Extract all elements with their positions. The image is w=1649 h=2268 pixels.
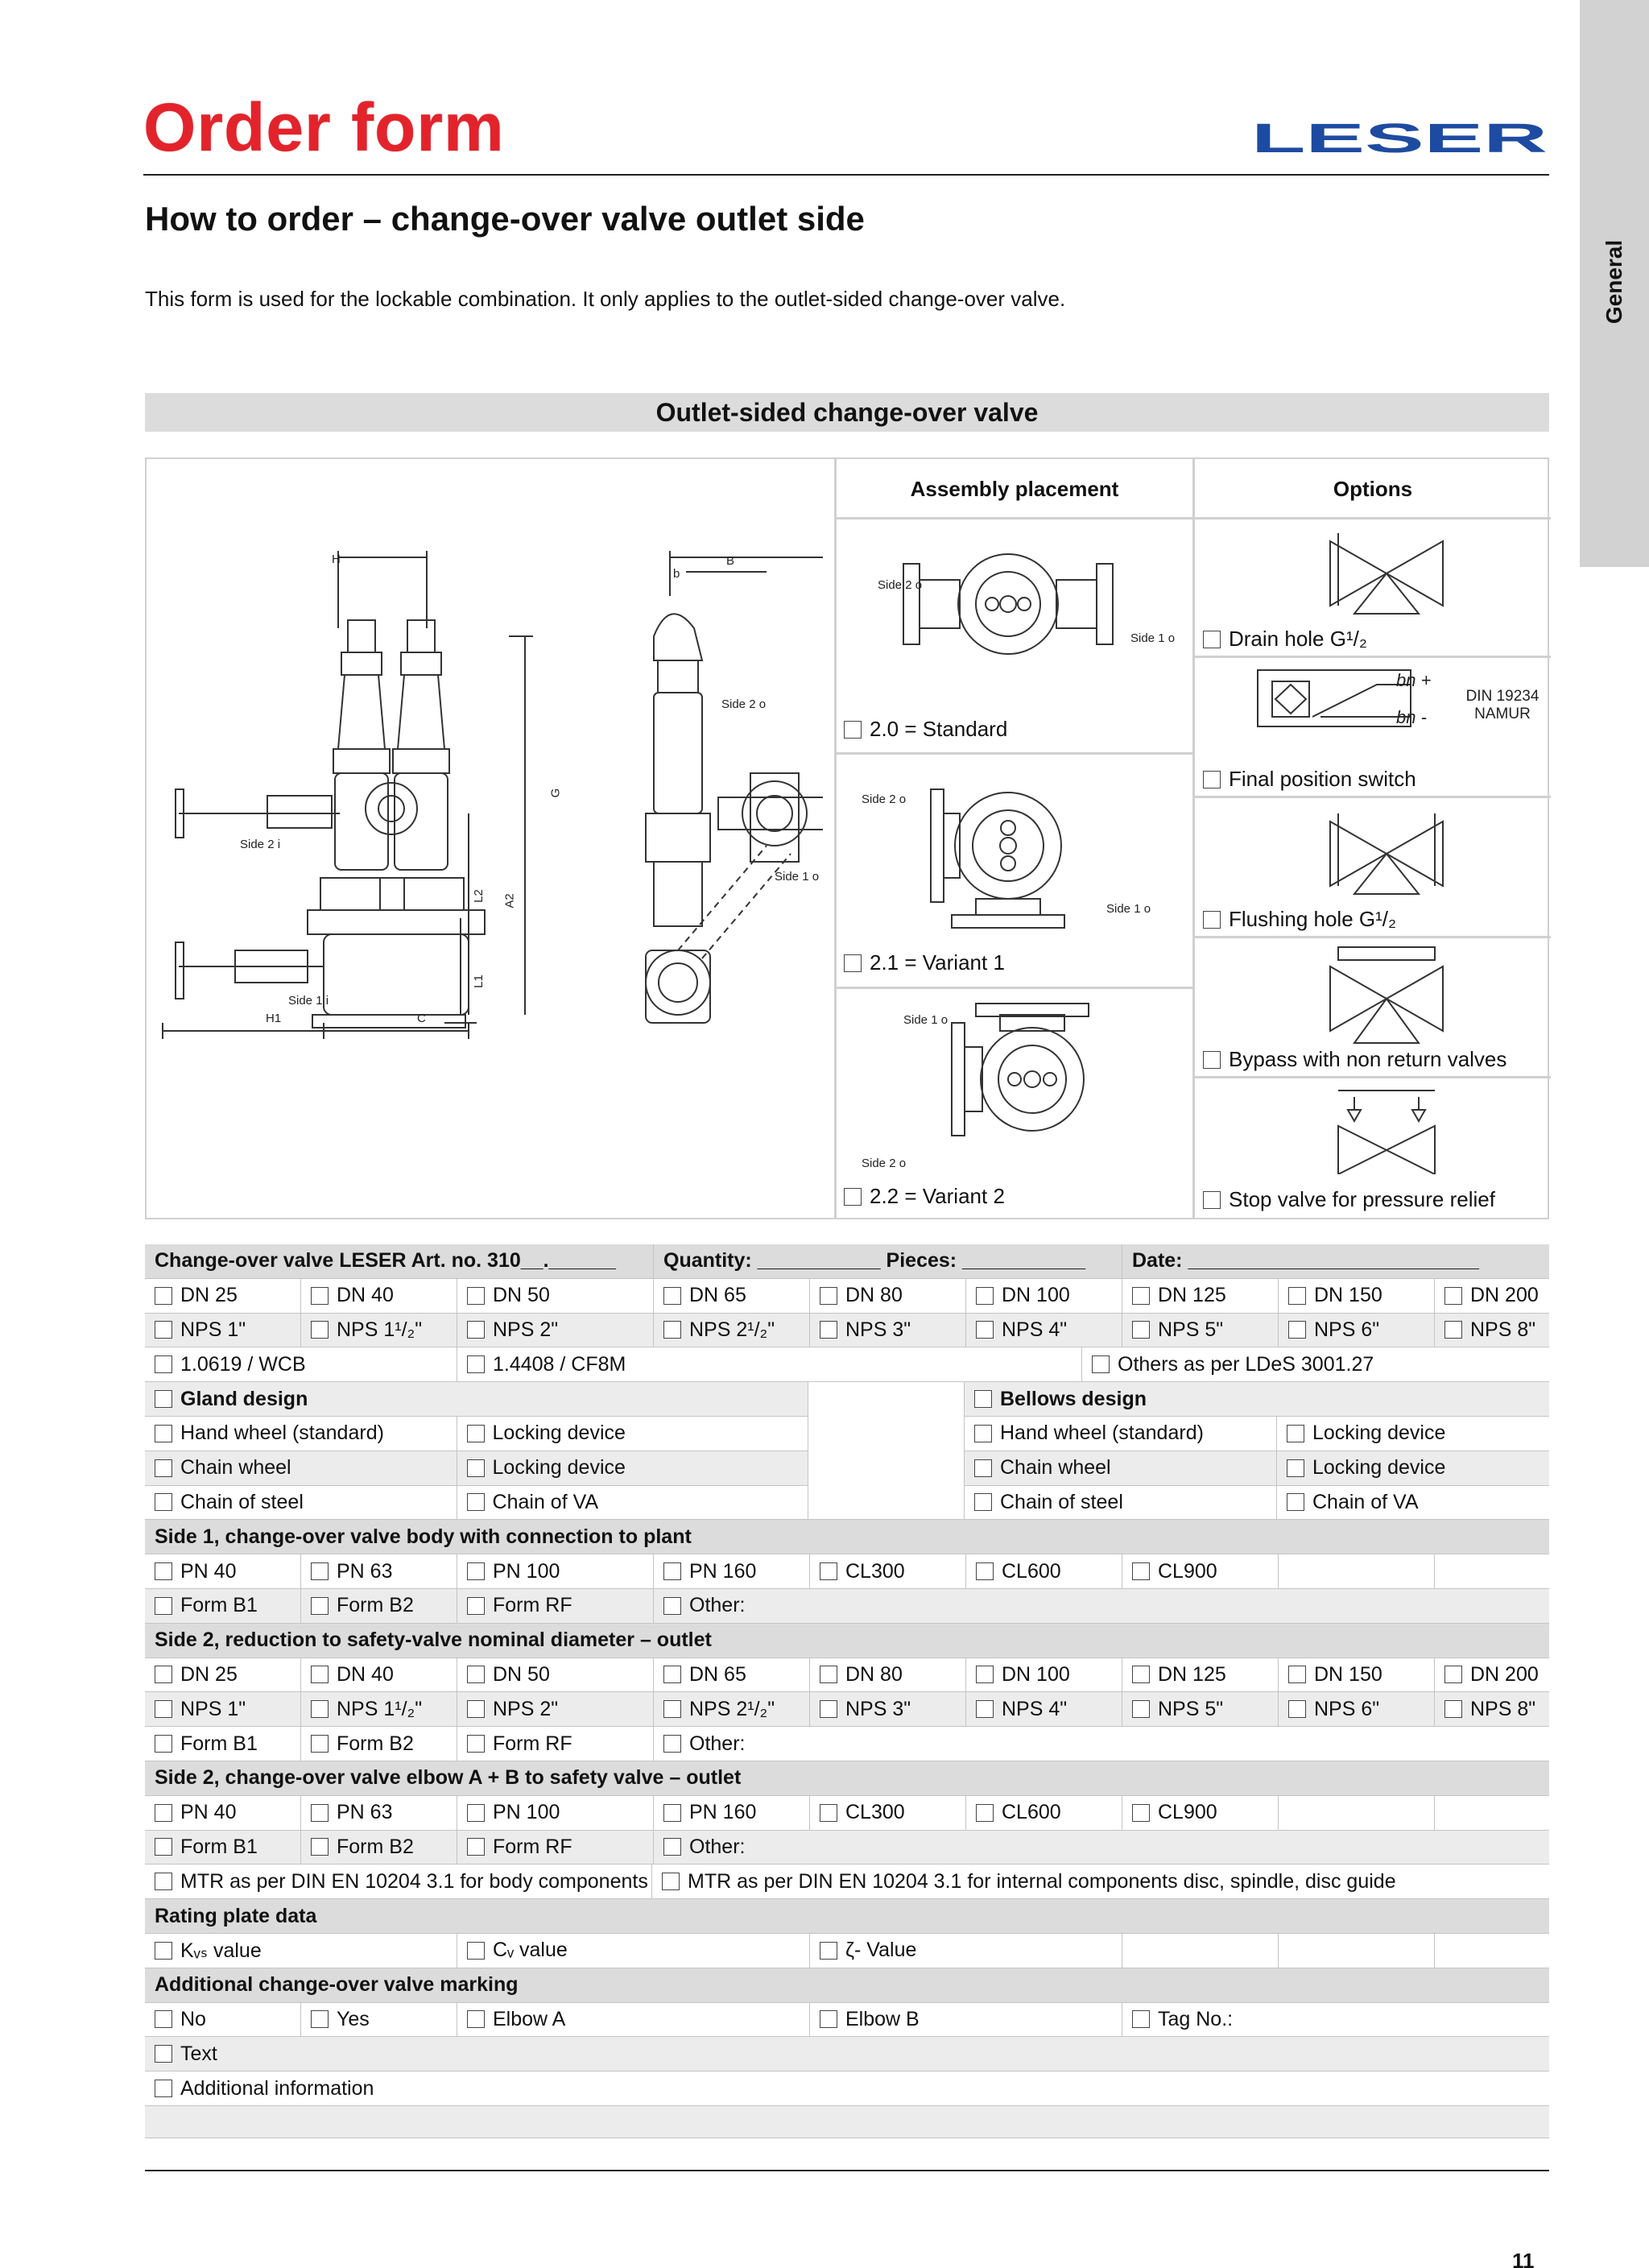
checkbox[interactable] bbox=[311, 1838, 329, 1856]
side-label: Side 2 o bbox=[878, 578, 923, 592]
tag-number-field[interactable]: Tag No.: bbox=[1122, 2003, 1549, 2037]
checkbox[interactable] bbox=[820, 1562, 837, 1580]
rating-row bbox=[145, 1934, 1549, 1968]
checkbox[interactable] bbox=[1132, 1562, 1150, 1580]
checkbox[interactable] bbox=[1444, 1700, 1462, 1718]
dn-option[interactable]: DN 200 bbox=[1435, 1279, 1549, 1313]
dim-label: C bbox=[417, 1012, 426, 1025]
checkbox[interactable] bbox=[155, 1287, 172, 1305]
leser-logo bbox=[1250, 114, 1549, 156]
nps-option[interactable]: NPS 6" bbox=[1279, 1692, 1435, 1726]
bellows-block bbox=[965, 1382, 1549, 1520]
checkbox[interactable] bbox=[155, 1321, 172, 1339]
checkbox[interactable] bbox=[311, 1804, 329, 1822]
svg-text:LESER: LESER bbox=[1251, 114, 1548, 156]
pressure-option[interactable]: PN 160 bbox=[654, 1796, 810, 1830]
empty-cell bbox=[1435, 1796, 1549, 1830]
nps-option[interactable]: NPS 1" bbox=[145, 1692, 301, 1726]
divider bbox=[834, 752, 1192, 755]
quantity-field[interactable]: Quantity: ___________ Pieces: ___________ bbox=[654, 1244, 1122, 1278]
material-option[interactable]: 1.0619 / WCB bbox=[145, 1347, 457, 1381]
other-option[interactable]: Other: bbox=[654, 1589, 1549, 1623]
checkbox[interactable] bbox=[1444, 1287, 1462, 1305]
form-row bbox=[145, 1727, 1549, 1761]
dn-row bbox=[145, 1279, 1549, 1314]
gland-option[interactable]: Chain of steel bbox=[145, 1486, 457, 1520]
checkbox[interactable] bbox=[663, 1287, 681, 1305]
form-option[interactable]: Form B2 bbox=[301, 1831, 457, 1864]
checkbox[interactable] bbox=[663, 1666, 681, 1683]
nps-option[interactable]: NPS 4" bbox=[966, 1692, 1122, 1726]
header-rule bbox=[143, 174, 1549, 176]
pressure-option[interactable]: CL900 bbox=[1122, 1796, 1279, 1830]
checkbox[interactable] bbox=[820, 1287, 837, 1305]
checkbox[interactable] bbox=[155, 1735, 172, 1753]
form-option[interactable]: Form B1 bbox=[145, 1727, 301, 1761]
checkbox[interactable] bbox=[1288, 1321, 1306, 1339]
section-header: Side 1, change-over valve body with connection to plant bbox=[145, 1520, 1549, 1554]
section-header: Side 2, change-over valve elbow A + B to safety valve – outlet bbox=[145, 1761, 1549, 1796]
dn-option[interactable]: DN 40 bbox=[301, 1279, 457, 1313]
assembly-option-variant-1[interactable]: 2.1 = Variant 1 bbox=[844, 950, 1005, 975]
pressure-option[interactable]: CL900 bbox=[1122, 1554, 1279, 1588]
checkbox[interactable] bbox=[155, 1942, 172, 1960]
dn-row bbox=[145, 1658, 1549, 1693]
section-tab bbox=[1580, 0, 1649, 567]
checkbox[interactable] bbox=[663, 1838, 681, 1856]
checkbox[interactable] bbox=[1444, 1321, 1462, 1339]
checkbox[interactable] bbox=[155, 1493, 172, 1511]
dn-option[interactable]: DN 100 bbox=[966, 1279, 1122, 1313]
checkbox[interactable] bbox=[467, 1321, 485, 1339]
assembly-placement-header: Assembly placement bbox=[910, 477, 1119, 501]
section-header: Side 2, reduction to safety-valve nominal diameter – outlet bbox=[145, 1624, 1549, 1658]
divider bbox=[1192, 796, 1551, 798]
checkbox[interactable] bbox=[155, 1459, 172, 1477]
section-header: Additional change-over valve marking bbox=[145, 1968, 1549, 2003]
checkbox[interactable] bbox=[1132, 1804, 1150, 1822]
nps-option[interactable]: NPS 2" bbox=[457, 1314, 654, 1347]
position-switch-symbol bbox=[1256, 668, 1417, 733]
bypass-symbol bbox=[1322, 942, 1451, 1047]
checkbox[interactable] bbox=[820, 1666, 837, 1683]
dn-option[interactable]: DN 25 bbox=[145, 1658, 301, 1692]
form-option[interactable]: Form B1 bbox=[145, 1589, 301, 1623]
page-number: 11 bbox=[1512, 2249, 1535, 2268]
bellows-option[interactable]: Chain wheel bbox=[965, 1451, 1277, 1485]
nps-option[interactable]: NPS 2¹/₂" bbox=[654, 1692, 810, 1726]
checkbox[interactable] bbox=[155, 1873, 172, 1890]
text-option[interactable]: Text bbox=[145, 2037, 1549, 2071]
form-option[interactable]: Form B2 bbox=[301, 1589, 457, 1623]
checkbox[interactable] bbox=[155, 1804, 172, 1822]
bellows-option[interactable]: Hand wheel (standard) bbox=[965, 1417, 1277, 1451]
checkbox[interactable] bbox=[1132, 1287, 1150, 1305]
stop-valve-symbol bbox=[1322, 1086, 1451, 1174]
side-label: Side 1 o bbox=[775, 870, 820, 884]
checkbox[interactable] bbox=[1203, 771, 1221, 788]
dim-label: B bbox=[726, 554, 735, 568]
dn-option[interactable]: DN 125 bbox=[1122, 1658, 1279, 1692]
mtr-internal-option[interactable]: MTR as per DIN EN 10204 3.1 for internal components disc, spindle, disc guide bbox=[652, 1864, 1549, 1898]
pressure-option[interactable]: CL300 bbox=[810, 1796, 966, 1830]
checkbox[interactable] bbox=[155, 1838, 172, 1856]
pressure-option[interactable]: PN 63 bbox=[301, 1554, 457, 1588]
side-label: Side 2 o bbox=[862, 1157, 907, 1170]
checkbox[interactable] bbox=[844, 954, 862, 972]
checkbox[interactable] bbox=[1132, 1700, 1150, 1718]
option-drain-hole[interactable]: Drain hole G¹/₂ bbox=[1203, 627, 1367, 652]
checkbox[interactable] bbox=[467, 1838, 485, 1856]
marking-row bbox=[145, 2003, 1549, 2038]
additional-info-field[interactable] bbox=[145, 2106, 1549, 2138]
checkbox[interactable] bbox=[976, 1700, 994, 1718]
standard-variant-drawing bbox=[871, 532, 1161, 701]
pressure-option[interactable]: PN 63 bbox=[301, 1796, 457, 1830]
date-field[interactable]: Date: __________________________ bbox=[1132, 1249, 1479, 1273]
dn-option[interactable]: DN 25 bbox=[145, 1279, 301, 1313]
pressure-option[interactable]: CL600 bbox=[966, 1796, 1122, 1830]
checkbox[interactable] bbox=[976, 1666, 994, 1683]
divider bbox=[1192, 1076, 1551, 1078]
nps-option[interactable]: NPS 3" bbox=[810, 1314, 966, 1347]
dim-label: H1 bbox=[266, 1012, 282, 1025]
option-bypass[interactable]: Bypass with non return valves bbox=[1203, 1047, 1506, 1072]
nps-option[interactable]: NPS 8" bbox=[1435, 1314, 1549, 1347]
checkbox[interactable] bbox=[1132, 2010, 1150, 2028]
gland-header: Gland design bbox=[145, 1382, 808, 1417]
flushing-hole-symbol bbox=[1322, 805, 1451, 902]
checkbox[interactable] bbox=[311, 1287, 329, 1305]
din-label: DIN 19234 NAMUR bbox=[1465, 688, 1539, 722]
empty-cell bbox=[1279, 1554, 1435, 1588]
checkbox[interactable] bbox=[820, 1321, 837, 1339]
pressure-option[interactable]: PN 100 bbox=[457, 1796, 654, 1830]
checkbox[interactable] bbox=[974, 1425, 992, 1442]
checkbox[interactable] bbox=[974, 1459, 992, 1477]
nps-option[interactable]: NPS 2" bbox=[457, 1692, 654, 1726]
checkbox[interactable] bbox=[467, 1700, 485, 1718]
material-option[interactable]: Others as per LDeS 3001.27 bbox=[1082, 1347, 1549, 1381]
dim-label: A2 bbox=[502, 893, 517, 908]
article-field[interactable]: Change-over valve LESER Art. no. 310__.______ bbox=[145, 1244, 654, 1278]
other-option[interactable]: Other: bbox=[654, 1727, 1549, 1761]
divider bbox=[834, 517, 1551, 519]
dn-option[interactable]: DN 200 bbox=[1435, 1658, 1549, 1692]
checkbox[interactable] bbox=[311, 1597, 329, 1615]
footer-rule bbox=[145, 2170, 1549, 2171]
material-option[interactable]: 1.4408 / CF8M bbox=[457, 1347, 1082, 1381]
pressure-option[interactable]: CL600 bbox=[966, 1554, 1122, 1588]
checkbox[interactable] bbox=[467, 1425, 485, 1442]
checkbox[interactable] bbox=[155, 1562, 172, 1580]
side-label: Side 2 i bbox=[240, 838, 281, 851]
variant-1-drawing bbox=[887, 765, 1153, 942]
checkbox[interactable] bbox=[1287, 1493, 1304, 1511]
mtr-body-option[interactable]: MTR as per DIN EN 10204 3.1 for body components bbox=[145, 1864, 652, 1898]
section-tab-label: General bbox=[1601, 239, 1626, 325]
dn-option[interactable]: DN 65 bbox=[654, 1658, 810, 1692]
checkbox[interactable] bbox=[467, 1735, 485, 1753]
gland-option[interactable]: Locking device bbox=[457, 1451, 808, 1485]
dn-option[interactable]: DN 65 bbox=[654, 1279, 810, 1313]
checkbox[interactable] bbox=[467, 2010, 485, 2028]
dim-label: L2 bbox=[471, 889, 486, 903]
divider bbox=[1192, 936, 1551, 938]
checkbox[interactable] bbox=[467, 1493, 485, 1511]
side-label: Side 1 o bbox=[903, 1013, 948, 1027]
bellows-option[interactable]: Chain of VA bbox=[1277, 1486, 1549, 1520]
checkbox[interactable] bbox=[467, 1597, 485, 1615]
dn-option[interactable]: DN 80 bbox=[810, 1279, 966, 1313]
checkbox[interactable] bbox=[155, 1666, 172, 1683]
checkbox[interactable] bbox=[155, 1597, 172, 1615]
checkbox[interactable] bbox=[820, 1942, 837, 1960]
bellows-option[interactable]: Chain of steel bbox=[965, 1486, 1277, 1520]
order-form bbox=[145, 1244, 1549, 2138]
text-row bbox=[145, 2037, 1549, 2071]
section-header: Rating plate data bbox=[145, 1899, 1549, 1934]
checkbox[interactable] bbox=[663, 1321, 681, 1339]
side-label: Side 2 o bbox=[721, 697, 767, 711]
nps-option[interactable]: NPS 3" bbox=[810, 1692, 966, 1726]
dn-option[interactable]: DN 100 bbox=[966, 1658, 1122, 1692]
empty-cell bbox=[1122, 1934, 1279, 1968]
checkbox[interactable] bbox=[311, 1735, 329, 1753]
subtitle: How to order – change-over valve outlet side bbox=[145, 200, 865, 238]
checkbox[interactable] bbox=[974, 1390, 992, 1408]
dn-option[interactable]: DN 50 bbox=[457, 1658, 654, 1692]
checkbox[interactable] bbox=[820, 1804, 837, 1822]
checkbox[interactable] bbox=[467, 1666, 485, 1683]
checkbox[interactable] bbox=[467, 1459, 485, 1477]
section-title: Outlet-sided change-over valve bbox=[145, 393, 1549, 432]
checkbox[interactable] bbox=[311, 1562, 329, 1580]
nps-option[interactable]: NPS 5" bbox=[1122, 1692, 1279, 1726]
checkbox[interactable] bbox=[1203, 631, 1221, 648]
checkbox[interactable] bbox=[155, 1700, 172, 1718]
pressure-row bbox=[145, 1554, 1549, 1589]
checkbox[interactable] bbox=[155, 1355, 172, 1373]
page-title: Order form bbox=[143, 89, 505, 165]
checkbox[interactable] bbox=[311, 2010, 329, 2028]
checkbox[interactable] bbox=[155, 2045, 172, 2063]
checkbox[interactable] bbox=[844, 1188, 862, 1206]
checkbox[interactable] bbox=[311, 1666, 329, 1683]
checkbox[interactable] bbox=[1132, 1666, 1150, 1683]
pressure-row bbox=[145, 1796, 1549, 1831]
gland-row bbox=[145, 1417, 808, 1451]
nps-option[interactable]: NPS 1¹/₂" bbox=[301, 1314, 457, 1347]
additional-info-row bbox=[145, 2071, 1549, 2106]
checkbox[interactable] bbox=[976, 1321, 994, 1339]
assembly-option-variant-2[interactable]: 2.2 = Variant 2 bbox=[844, 1184, 1005, 1209]
marking-option[interactable]: Yes bbox=[301, 2003, 457, 2037]
checkbox[interactable] bbox=[1287, 1459, 1304, 1477]
mtr-row bbox=[145, 1864, 1549, 1899]
dn-option[interactable]: DN 50 bbox=[457, 1279, 654, 1313]
option-stop-valve[interactable]: Stop valve for pressure relief bbox=[1203, 1187, 1495, 1212]
empty-cell bbox=[1279, 1934, 1435, 1968]
marking-option[interactable]: No bbox=[145, 2003, 301, 2037]
nps-row bbox=[145, 1692, 1549, 1727]
checkbox[interactable] bbox=[1132, 1321, 1150, 1339]
bellows-row bbox=[965, 1451, 1549, 1486]
checkbox[interactable] bbox=[663, 1700, 681, 1718]
additional-info-option[interactable]: Additional information bbox=[145, 2071, 1549, 2105]
checkbox[interactable] bbox=[1444, 1666, 1462, 1683]
checkbox[interactable] bbox=[467, 1355, 485, 1373]
checkbox[interactable] bbox=[155, 2080, 172, 2097]
form-option[interactable]: Form RF bbox=[457, 1589, 654, 1623]
checkbox[interactable] bbox=[467, 1804, 485, 1822]
bellows-option[interactable]: Locking device bbox=[1277, 1451, 1549, 1485]
gland-option[interactable]: Chain of VA bbox=[457, 1486, 808, 1520]
checkbox[interactable] bbox=[311, 1321, 329, 1339]
gland-block bbox=[145, 1382, 808, 1520]
side-label: Side 1 o bbox=[1130, 631, 1176, 645]
design-gap bbox=[808, 1382, 965, 1520]
dn-option[interactable]: DN 150 bbox=[1279, 1279, 1435, 1313]
divider bbox=[1192, 459, 1195, 1218]
empty-cell bbox=[1435, 1554, 1549, 1588]
dim-label: H bbox=[332, 553, 341, 566]
bellows-row bbox=[965, 1417, 1549, 1451]
checkbox[interactable] bbox=[976, 1804, 994, 1822]
bn-plus-label: bn + bbox=[1396, 670, 1432, 690]
pressure-option[interactable]: PN 100 bbox=[457, 1554, 654, 1588]
checkbox[interactable] bbox=[976, 1562, 994, 1580]
nps-row bbox=[145, 1314, 1549, 1348]
gland-row bbox=[145, 1451, 808, 1486]
figure-panel bbox=[145, 457, 1549, 1219]
option-flushing-hole[interactable]: Flushing hole G¹/₂ bbox=[1203, 907, 1396, 932]
divider bbox=[834, 459, 837, 1218]
checkbox[interactable] bbox=[1203, 1191, 1221, 1209]
options-header: Options bbox=[1333, 477, 1413, 501]
bn-minus-label: bn - bbox=[1396, 707, 1427, 727]
form-option[interactable]: Form RF bbox=[457, 1727, 654, 1761]
checkbox[interactable] bbox=[311, 1700, 329, 1718]
checkbox[interactable] bbox=[1092, 1355, 1110, 1373]
bellows-header: Bellows design bbox=[965, 1382, 1549, 1417]
checkbox[interactable] bbox=[976, 1287, 994, 1305]
checkbox[interactable] bbox=[155, 1425, 172, 1442]
marking-option[interactable]: Elbow A bbox=[457, 2003, 810, 2037]
kvs-option[interactable]: Kᵥₛ value bbox=[145, 1934, 457, 1968]
assembly-option-standard[interactable]: 2.0 = Standard bbox=[844, 717, 1007, 742]
checkbox[interactable] bbox=[663, 1562, 681, 1580]
empty-cell bbox=[1435, 1934, 1549, 1968]
intro-text: This form is used for the lockable combination. It only applies to the outlet-sided change-over valve. bbox=[145, 287, 1066, 311]
dn-option[interactable]: DN 80 bbox=[810, 1658, 966, 1692]
form-row bbox=[145, 1589, 1549, 1624]
checkbox[interactable] bbox=[820, 2010, 837, 2028]
checkbox[interactable] bbox=[663, 1735, 681, 1753]
nps-option[interactable]: NPS 5" bbox=[1122, 1314, 1279, 1347]
checkbox[interactable] bbox=[1288, 1700, 1306, 1718]
nps-option[interactable]: NPS 1¹/₂" bbox=[301, 1692, 457, 1726]
form-option[interactable]: Form RF bbox=[457, 1831, 654, 1864]
marking-option[interactable]: Elbow B bbox=[810, 2003, 1122, 2037]
empty-cell bbox=[1279, 1796, 1435, 1830]
checkbox[interactable] bbox=[974, 1493, 992, 1511]
nps-option[interactable]: NPS 6" bbox=[1279, 1314, 1435, 1347]
nps-option[interactable]: NPS 1" bbox=[145, 1314, 301, 1347]
dn-option[interactable]: DN 150 bbox=[1279, 1658, 1435, 1692]
checkbox[interactable] bbox=[1203, 911, 1221, 929]
checkbox[interactable] bbox=[1288, 1666, 1306, 1683]
gland-row bbox=[145, 1486, 808, 1521]
checkbox[interactable] bbox=[467, 1562, 485, 1580]
option-final-position-switch[interactable]: Final position switch bbox=[1203, 767, 1416, 792]
dn-option[interactable]: DN 40 bbox=[301, 1658, 457, 1692]
checkbox[interactable] bbox=[663, 1597, 681, 1615]
checkbox[interactable] bbox=[663, 1804, 681, 1822]
divider bbox=[834, 987, 1192, 989]
material-row bbox=[145, 1347, 1549, 1382]
checkbox[interactable] bbox=[1203, 1051, 1221, 1069]
side-label: Side 1 i bbox=[288, 994, 329, 1008]
gland-option[interactable]: Hand wheel (standard) bbox=[145, 1417, 457, 1451]
bellows-option[interactable]: Locking device bbox=[1277, 1417, 1549, 1451]
dim-label: L1 bbox=[471, 975, 486, 988]
nps-option[interactable]: NPS 2¹/₂" bbox=[654, 1314, 810, 1347]
pressure-option[interactable]: PN 40 bbox=[145, 1796, 301, 1830]
pressure-option[interactable]: PN 40 bbox=[145, 1554, 301, 1588]
divider bbox=[1192, 656, 1551, 658]
cv-option[interactable]: Cᵥ value bbox=[457, 1934, 810, 1968]
pressure-option[interactable]: PN 160 bbox=[654, 1554, 810, 1588]
checkbox[interactable] bbox=[155, 1390, 172, 1408]
checkbox[interactable] bbox=[844, 721, 862, 739]
nps-option[interactable]: NPS 8" bbox=[1435, 1692, 1549, 1726]
dim-label: G bbox=[548, 788, 563, 798]
checkbox[interactable] bbox=[662, 1873, 680, 1890]
checkbox[interactable] bbox=[467, 1287, 485, 1305]
form-row bbox=[145, 1831, 1549, 1865]
design-block bbox=[145, 1382, 1549, 1520]
checkbox[interactable] bbox=[820, 1700, 837, 1718]
form-option[interactable]: Form B2 bbox=[301, 1727, 457, 1761]
gland-option[interactable]: Locking device bbox=[457, 1417, 808, 1451]
drain-hole-symbol bbox=[1322, 525, 1451, 622]
checkbox[interactable] bbox=[155, 2010, 172, 2028]
pressure-option[interactable]: CL300 bbox=[810, 1554, 966, 1588]
form-option[interactable]: Form B1 bbox=[145, 1831, 301, 1864]
gland-option[interactable]: Chain wheel bbox=[145, 1451, 457, 1485]
order-line bbox=[145, 1244, 1549, 1279]
checkbox[interactable] bbox=[1288, 1287, 1306, 1305]
bellows-row bbox=[965, 1486, 1549, 1521]
nps-option[interactable]: NPS 4" bbox=[966, 1314, 1122, 1347]
zeta-option[interactable]: ζ- Value bbox=[810, 1934, 1122, 1968]
dn-option[interactable]: DN 125 bbox=[1122, 1279, 1279, 1313]
side-label: Side 1 o bbox=[1106, 902, 1151, 916]
checkbox[interactable] bbox=[1287, 1425, 1304, 1442]
side-label: Side 2 o bbox=[862, 793, 907, 806]
checkbox[interactable] bbox=[467, 1942, 485, 1960]
other-option[interactable]: Other: bbox=[654, 1831, 1549, 1864]
dim-label: b bbox=[673, 567, 680, 581]
